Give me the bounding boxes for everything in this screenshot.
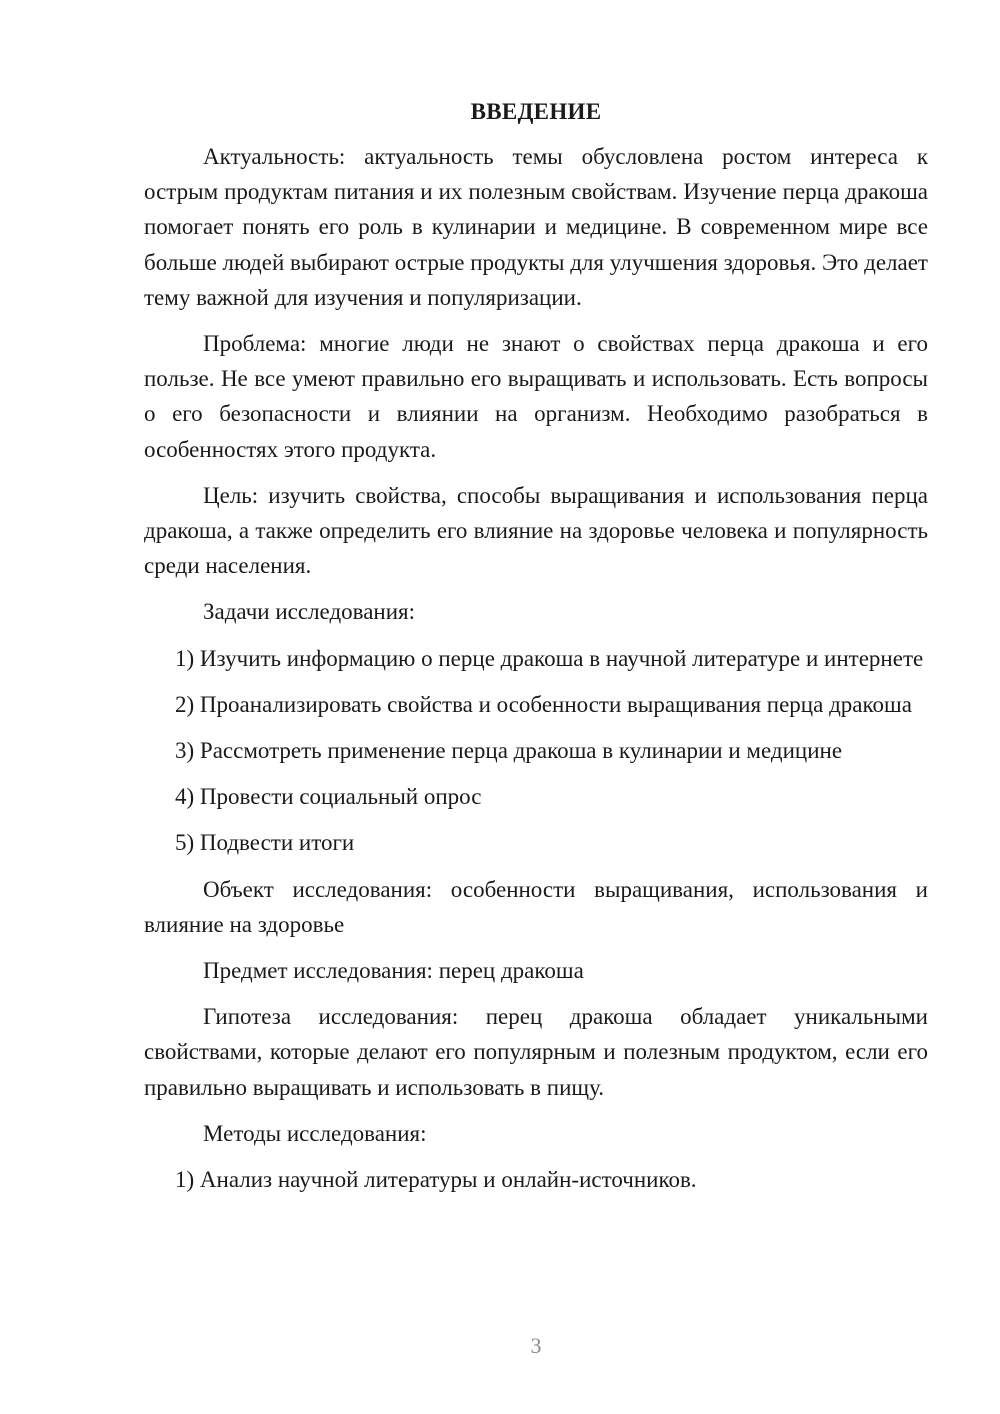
page-number: 3 <box>530 1333 542 1358</box>
list-item-task-2: 2) Проанализировать свойства и особенности выращивания перца дракоша <box>175 691 912 717</box>
paragraph-relevance: Актуальность: актуальность темы обусловлена ростом интереса к острым продуктам питания и их полезным свойствам. Изучение перца дракоша помогает понять его роль в кулинарии и медицине. В современном мире все больше людей выбирают острые продукты для улучшения здоровья. Это делает тему важной для изучения и популяризации. <box>144 144 928 310</box>
list-item-task-5: 5) Подвести итоги <box>175 830 355 856</box>
paragraph-problem: Проблема: многие люди не знают о свойствах перца дракоша и его пользе. Не все умеют правильно его выращивать и использовать. Есть вопросы о его безопасности и влиянии на организм. Необходимо разобраться в особенностях этого продукта. <box>144 331 928 462</box>
section-heading: ВВЕДЕНИЕ <box>470 99 602 124</box>
paragraph-subject: Предмет исследования: перец дракоша <box>203 958 584 984</box>
paragraph-hypothesis: Гипотеза исследования: перец дракоша обладает уникальными свойствами, которые делают его популярным и полезным продуктом, если его правильно выращивать и использовать в пищу. <box>144 1004 928 1100</box>
list-item-task-4: 4) Провести социальный опрос <box>175 784 482 810</box>
list-item-task-1: 1) Изучить информацию о перце дракоша в научной литературе и интернете <box>175 645 924 671</box>
paragraph-goal: Цель: изучить свойства, способы выращивания и использования перца дракоша, а также определить его влияние на здоровье человека и популярность среди населения. <box>144 482 928 579</box>
paragraph-methods-title: Методы исследования: <box>203 1120 427 1146</box>
paragraph-tasks-title: Задачи исследования: <box>203 599 416 625</box>
paragraph-object: Объект исследования: особенности выращивания, использования и влияние на здоровье <box>144 876 928 937</box>
document-page <box>144 96 928 1208</box>
list-item-method-1: 1) Анализ научной литературы и онлайн-источников. <box>175 1167 697 1193</box>
list-item-task-3: 3) Рассмотреть применение перца дракоша в кулинарии и медицине <box>175 738 843 764</box>
